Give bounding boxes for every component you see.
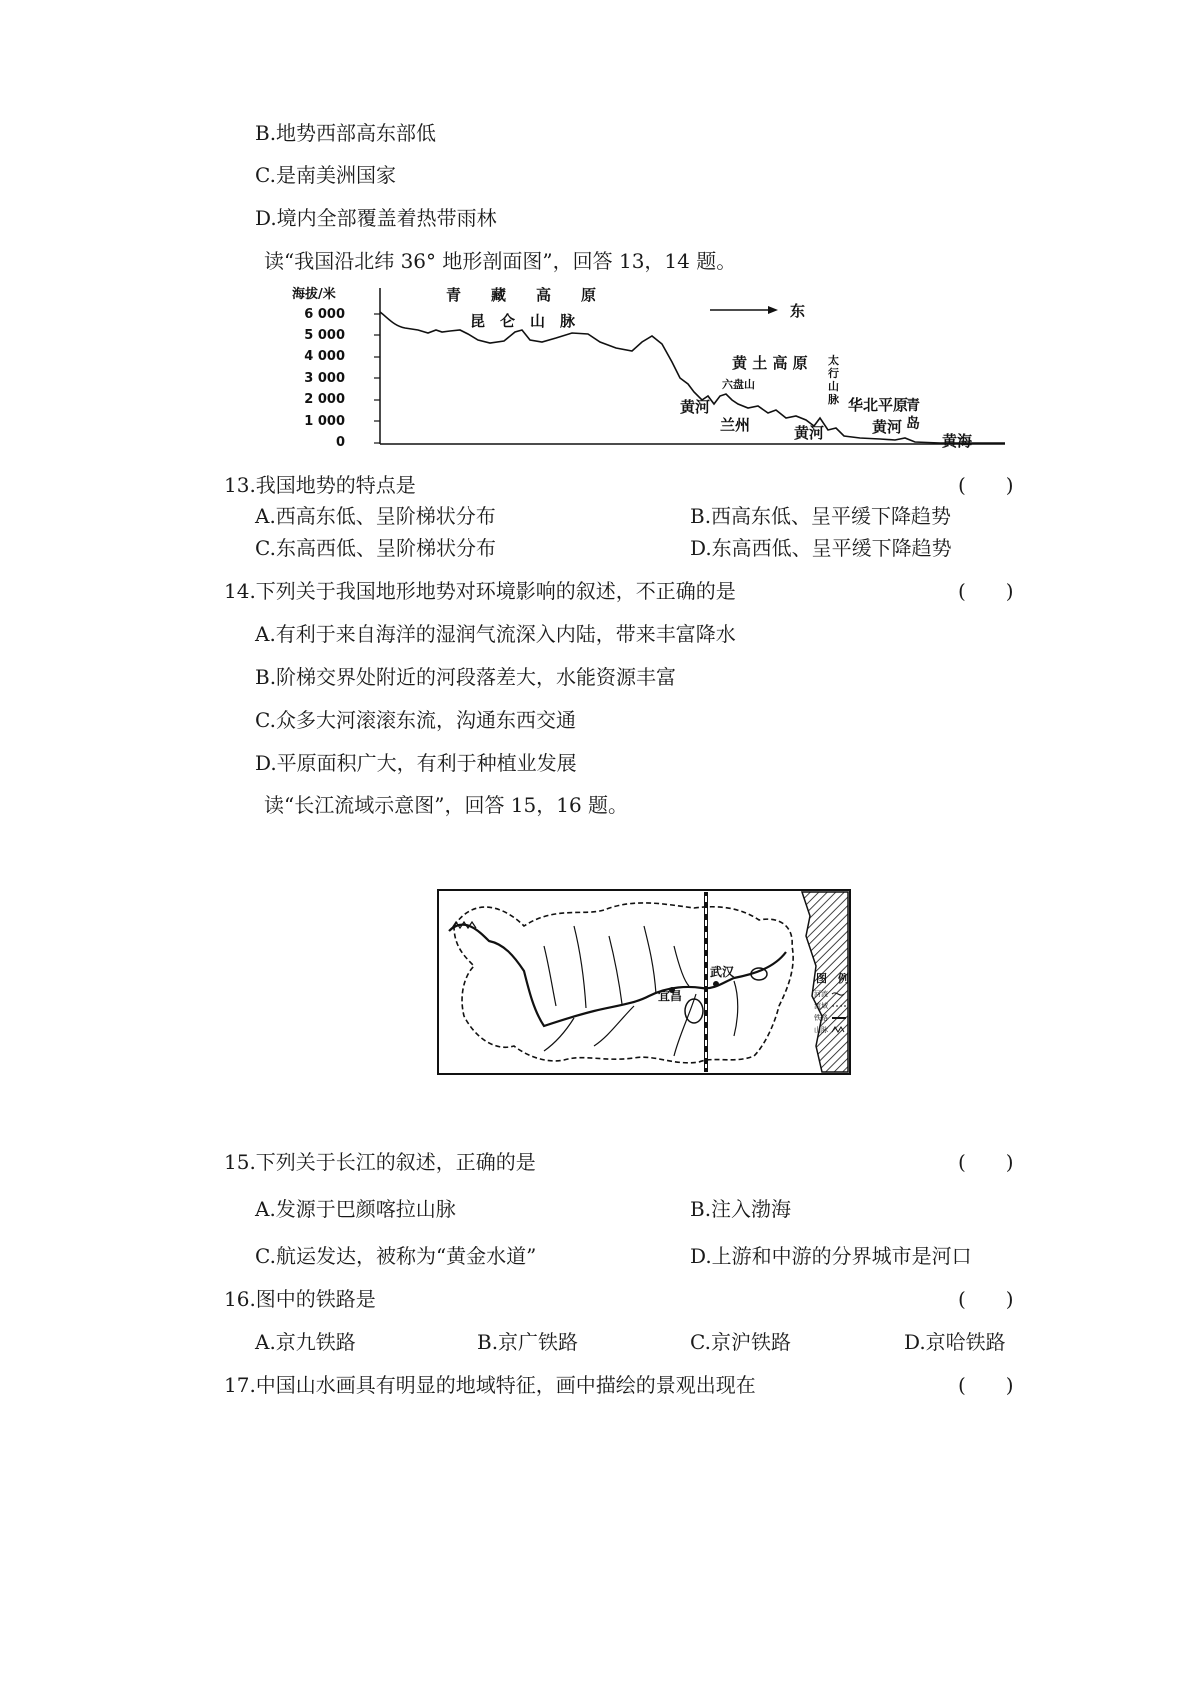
label-yellow-river-3: 黄河 xyxy=(872,418,903,436)
q15-option-b: B.注入渤海 xyxy=(690,1197,792,1221)
q13-option-b: B.西高东低、呈平缓下降趋势 xyxy=(690,504,952,528)
intro-13-14: 读“我国沿北纬 36° 地形剖面图”，回答 13，14 题。 xyxy=(264,249,737,273)
label-kunlun-range: 昆 仑 山 脉 xyxy=(470,312,576,330)
q16-option-c: C.京沪铁路 xyxy=(690,1330,791,1354)
city-yichang-label: 宜昌 xyxy=(658,989,683,1003)
q16-stem: 16.图中的铁路是 xyxy=(224,1287,376,1311)
legend-river: 河流 xyxy=(814,990,828,998)
q14-option-d: D.平原面积广大，有利于种植业发展 xyxy=(255,751,577,775)
city-wuhan-dot xyxy=(713,981,719,987)
legend-railway: 铁路 xyxy=(814,1014,828,1022)
q15-option-c: C.航运发达，被称为“黄金水道” xyxy=(255,1244,537,1268)
direction-arrow xyxy=(710,306,778,314)
label-lanzhou: 兰州 xyxy=(720,416,751,434)
q12-option-c: C.是南美洲国家 xyxy=(255,163,396,187)
label-taihang-2: 行 xyxy=(828,367,839,380)
label-qingzang-plateau: 青 藏 高 原 xyxy=(446,286,597,304)
q16-answer-blank: ( ) xyxy=(958,1287,1014,1311)
q13-stem: 13.我国地势的特点是 xyxy=(224,473,416,497)
q12-option-b: B.地势西部高东部低 xyxy=(255,121,437,145)
q13-answer-blank: ( ) xyxy=(958,473,1014,497)
terrain-profile-figure xyxy=(290,278,1010,456)
label-east: 东 xyxy=(790,302,806,320)
q13-option-c: C.东高西低、呈阶梯状分布 xyxy=(255,536,496,560)
yangtze-basin-map xyxy=(434,886,854,1078)
label-qingdao-1: 青 xyxy=(906,398,920,414)
q17-stem: 17.中国山水画具有明显的地域特征，画中描绘的景观出现在 xyxy=(224,1373,756,1397)
label-yellow-sea: 黄海 xyxy=(942,432,973,450)
y-axis-label: 海拔/米 xyxy=(292,287,336,302)
q15-option-a: A.发源于巴颜喀拉山脉 xyxy=(255,1197,456,1221)
tick-6000: 6 000 xyxy=(304,307,345,322)
q16-option-d: D.京哈铁路 xyxy=(904,1330,1006,1354)
tick-5000: 5 000 xyxy=(304,328,345,343)
label-qingdao-2: 岛 xyxy=(906,416,920,432)
legend-basin: 流域 xyxy=(814,1002,828,1010)
label-liupan-mountain: 六盘山 xyxy=(722,378,755,391)
q15-stem: 15.下列关于长江的叙述，正确的是 xyxy=(224,1150,536,1174)
tick-2000: 2 000 xyxy=(304,392,345,407)
tick-3000: 3 000 xyxy=(304,371,345,386)
label-taihang-3: 山 xyxy=(828,380,839,393)
q14-option-b: B.阶梯交界处附近的河段落差大，水能资源丰富 xyxy=(255,665,677,689)
city-wuhan-label: 武汉 xyxy=(710,965,735,979)
label-north-china-plain: 华北平原 xyxy=(848,396,909,414)
label-taihang-4: 脉 xyxy=(828,393,839,406)
q14-stem: 14.下列关于我国地形地势对环境影响的叙述，不正确的是 xyxy=(224,579,736,603)
q12-option-d: D.境内全部覆盖着热带雨林 xyxy=(255,206,497,230)
label-taihang-1: 太 xyxy=(828,354,839,367)
q14-option-c: C.众多大河滚滚东流，沟通东西交通 xyxy=(255,708,576,732)
label-yellow-river-2: 黄河 xyxy=(794,424,825,442)
tick-0: 0 xyxy=(335,435,345,450)
label-loess-plateau: 黄 土 高 原 xyxy=(732,354,808,372)
q15-option-d: D.上游和中游的分界城市是河口 xyxy=(690,1244,972,1268)
tick-4000: 4 000 xyxy=(304,349,345,364)
legend-title: 图 例 xyxy=(816,972,849,985)
intro-15-16: 读“长江流域示意图”，回答 15，16 题。 xyxy=(264,793,629,817)
q13-option-a: A.西高东低、呈阶梯状分布 xyxy=(255,504,496,528)
q14-answer-blank: ( ) xyxy=(958,579,1014,603)
legend-mountain: 山脉 xyxy=(814,1026,828,1034)
q17-answer-blank: ( ) xyxy=(958,1373,1014,1397)
q15-answer-blank: ( ) xyxy=(958,1150,1014,1174)
label-yellow-river-1: 黄河 xyxy=(680,398,711,416)
tick-1000: 1 000 xyxy=(304,414,345,429)
q13-option-d: D.东高西低、呈平缓下降趋势 xyxy=(690,536,952,560)
q16-option-a: A.京九铁路 xyxy=(255,1330,356,1354)
y-ticks xyxy=(374,314,380,443)
q14-option-a: A.有利于来自海洋的湿润气流深入内陆，带来丰富降水 xyxy=(255,622,736,646)
q16-option-b: B.京广铁路 xyxy=(477,1330,579,1354)
